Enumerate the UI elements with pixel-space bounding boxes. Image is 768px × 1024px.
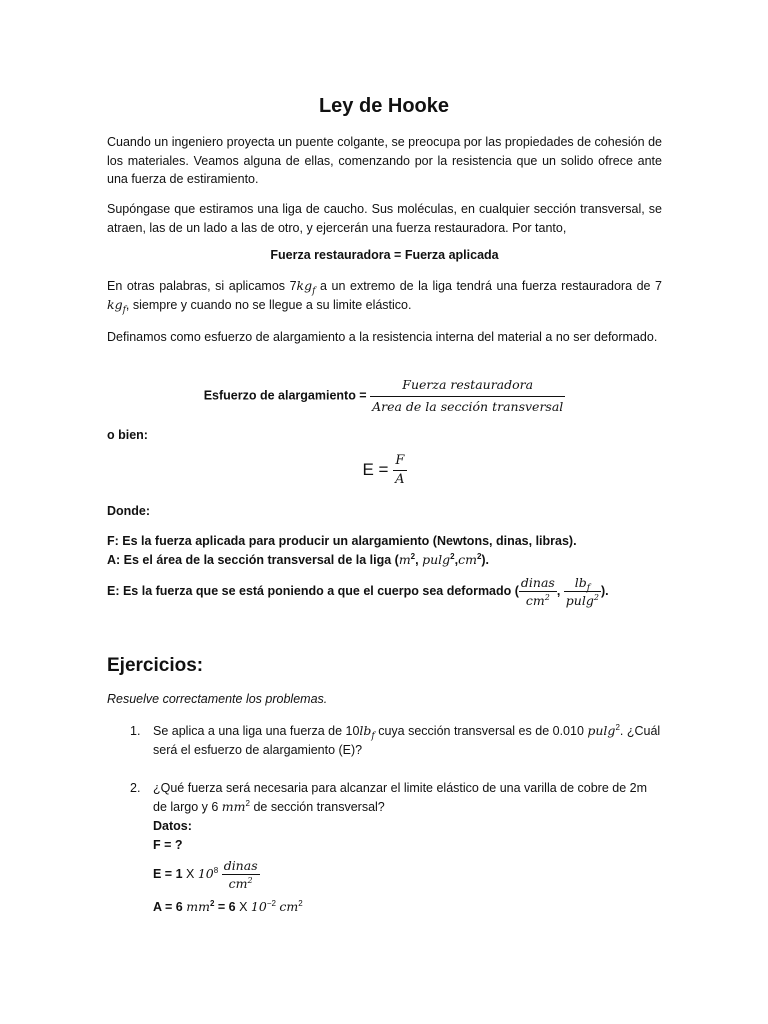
- section-heading-ejercicios: Ejercicios:: [107, 655, 204, 676]
- equation-fuerza: Fuerza restauradora = Fuerza aplicada: [270, 248, 499, 262]
- units-fraction-lbf: $\frac{lb_f}{pulg^2}$: [565, 575, 599, 609]
- exercise-2-e-line: E = 1 X $10^8$ $\frac{\text{dinas}}{cm^2}$: [153, 858, 258, 892]
- instruction-text: Resuelve correctamente los problemas.: [107, 692, 328, 706]
- paragraph-intro: Cuando un ingeniero proyecta un puente colgante, se preocupa por las propiedades de cohesión de los materiales. Veamos alguna de ellas, comenzando por la resistencia que un solido ofrece ante una fuerza de estiramiento.: [107, 135, 662, 186]
- exercise-2-text: ¿Qué fuerza será necesaria para alcanzar el limite elástico de una varilla de cobre de 2m de largo y 6 $mm^2$ de sección transversal?: [153, 781, 648, 814]
- exercise-1-text: Se aplica a una liga una fuerza de $10lb_f$ cuya sección transversal es de 0.010 pulg$^2$. ¿Cuál será el esfuerzo de alargamiento (E)?: [153, 722, 661, 757]
- exercise-2-datos-label: Datos:: [153, 819, 192, 833]
- paragraph-kgf: En otras palabras, si aplicamos $7kg_f$ a un extremo de la liga tendrá una fuerza restauradora de 7 $kg_f$, siempre y cuando no se llegue a su limite elástico.: [107, 278, 663, 315]
- o-bien-label: o bien:: [107, 428, 148, 442]
- formula-e-fraction: $\frac{F}{A}$: [395, 453, 405, 487]
- exercise-2-a-line: A = 6 $mm^2 = 6$ X $10^{-2}$ $cm^2$: [153, 898, 303, 914]
- definition-e: E: Es la fuerza que se está poniendo a que el cuerpo sea deformado ( $\frac{\text{dinas}}{cm^2}$ , $\frac{lb_f}{pulg^2}$ ).: [107, 575, 609, 609]
- definition-f: F: Es la fuerza aplicada para producir un alargamiento (Newtons, dinas, libras).: [107, 534, 577, 548]
- paragraph-definicion: Definamos como esfuerzo de alargamiento a la resistencia interna del material a no ser deformado.: [107, 330, 658, 344]
- formula-esfuerzo-fraction: $\frac{\text{Fuerza restauradora}}{\text{Area de la sección transversal}}$: [372, 377, 564, 414]
- exercise-2-e-fraction: $\frac{\text{dinas}}{cm^2}$: [223, 858, 258, 892]
- formula-esfuerzo-label: Esfuerzo de alargamiento =: [203, 388, 367, 403]
- exercise-1-number: 1.: [130, 724, 141, 738]
- page-title: Ley de Hooke: [318, 95, 450, 117]
- formula-esfuerzo: [107, 376, 662, 416]
- exercise-2-f-line: F = ?: [153, 838, 183, 852]
- donde-label: Donde:: [107, 504, 151, 518]
- units-fraction-dinas: $\frac{\text{dinas}}{cm^2}$: [520, 575, 555, 609]
- definition-a: A: Es el área de la sección transversal de la liga ($m^2$, $pulg^2,cm^2$).: [107, 551, 490, 567]
- formula-e: E = $\frac{F}{A}$: [362, 453, 405, 487]
- paragraph-liga: Supóngase que estiramos una liga de caucho. Sus moléculas, en cualquier sección transversal, se atraen, las de un lado a las de otro, y ejercerán una fuerza restauradora. Por tanto,: [107, 202, 662, 235]
- exercise-2-number: 2.: [130, 781, 141, 795]
